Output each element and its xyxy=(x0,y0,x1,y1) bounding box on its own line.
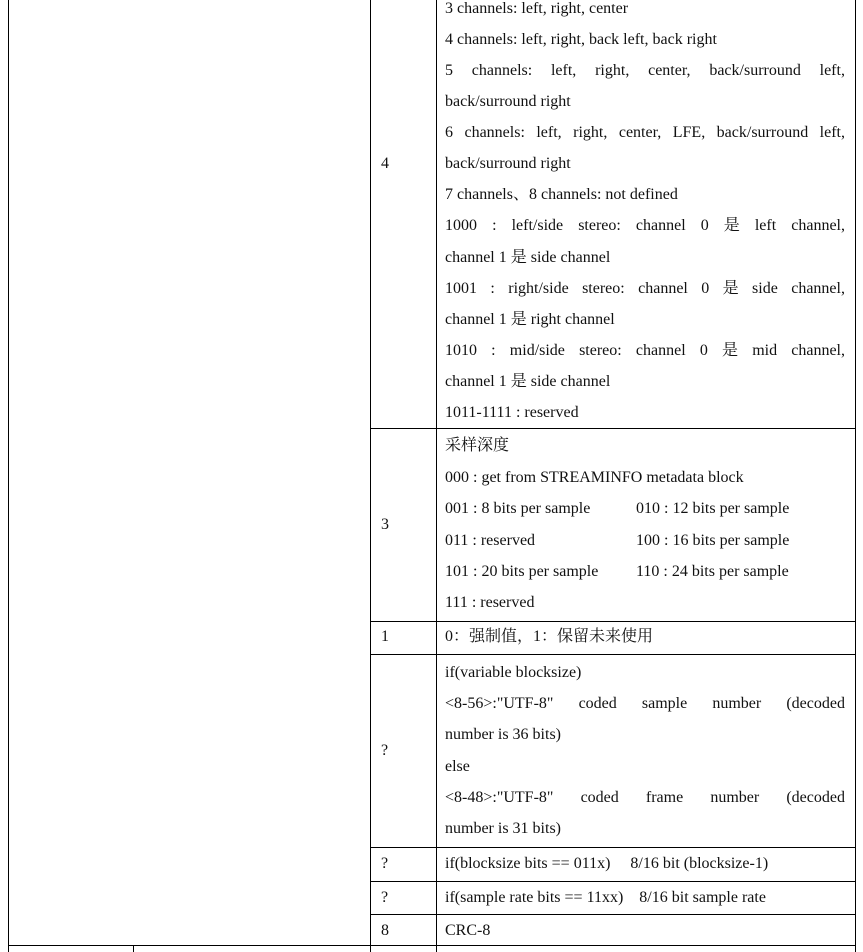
table-text-word: mid xyxy=(752,342,778,359)
table-text-word: 0 xyxy=(701,280,710,297)
table-text-word: 是 xyxy=(722,342,739,359)
table-text-word: : xyxy=(490,280,495,297)
table-border-desc-left xyxy=(436,0,437,952)
row-divider xyxy=(370,914,856,915)
table-text-line: 001 : 8 bits per sample xyxy=(445,500,591,517)
table-text-line: 101 : 20 bits per sample xyxy=(445,563,599,580)
table-text-word: mid/side xyxy=(509,342,565,359)
table-text-line: 111 : reserved xyxy=(445,594,535,611)
table-text-word: back/surround xyxy=(716,124,809,141)
table-text-word: 是 xyxy=(722,280,739,297)
table-text-word: <8-56>:"UTF-8" xyxy=(445,695,554,712)
table-text-line: 采样深度 xyxy=(445,437,510,454)
table-text-word: : xyxy=(491,342,496,359)
table-text-word: stereo: xyxy=(582,280,625,297)
table-text-line: 1011-1111 : reserved xyxy=(445,404,579,421)
row-divider xyxy=(370,654,856,655)
table-text-word: coded xyxy=(580,789,619,806)
table-text-line xyxy=(445,342,845,360)
table-text-line: 3 channels: left, right, center xyxy=(445,0,629,17)
table-text-word: 6 xyxy=(445,124,453,141)
row-divider xyxy=(370,881,856,882)
table-text-line: number is 36 bits) xyxy=(445,726,561,743)
table-text-word: : xyxy=(492,217,497,234)
table-text-word: center, xyxy=(648,62,691,79)
table-text-word: left/side xyxy=(511,217,564,234)
table-text-word: number xyxy=(710,789,760,806)
table-text-line: back/surround right xyxy=(445,155,571,172)
row-divider xyxy=(370,847,856,848)
table-text-word: right, xyxy=(595,62,630,79)
table-text-line: 011 : reserved xyxy=(445,532,536,549)
table-border-right xyxy=(855,0,856,952)
table-text-line xyxy=(445,62,845,80)
table-text-word: 是 xyxy=(723,217,740,234)
table-text-line xyxy=(445,789,845,807)
table-border-inner-bottom xyxy=(133,945,134,952)
table-text-line: 7 channels、8 channels: not defined xyxy=(445,186,678,203)
table-text-word: left, xyxy=(819,62,845,79)
table-text-word: (decoded xyxy=(786,789,845,806)
row-divider xyxy=(370,621,856,622)
table-text-word: channels: xyxy=(464,124,525,141)
table-border-bits-left xyxy=(370,0,371,952)
table-text-word: sample xyxy=(641,695,688,712)
table-text-word: back/surround xyxy=(709,62,801,79)
table-text-line: 000 : get from STREAMINFO metadata block xyxy=(445,469,744,486)
table-text-line: if(blocksize bits == 011x) 8/16 bit (blocksize-1) xyxy=(445,855,769,872)
table-text-word: frame xyxy=(645,789,684,806)
bits-cell: 4 xyxy=(381,155,389,172)
table-text-line xyxy=(445,695,845,713)
row-divider xyxy=(370,428,856,429)
table-text-word: left, xyxy=(819,124,845,141)
table-text-line: 100 : 16 bits per sample xyxy=(636,532,790,549)
table-text-word: 1000 xyxy=(445,217,477,234)
bits-cell: ? xyxy=(381,889,389,906)
table-text-word: channel, xyxy=(791,342,845,359)
table-text-line: 0：强制值，1：保留未来使用 xyxy=(445,628,654,645)
table-text-word: channel xyxy=(635,217,686,234)
table-text-word: channel xyxy=(638,280,688,297)
bits-cell: ? xyxy=(381,855,389,872)
table-text-word: channel, xyxy=(791,280,845,297)
bits-cell: 1 xyxy=(381,628,389,645)
table-text-line: else xyxy=(445,758,470,775)
table-text-word: right/side xyxy=(508,280,569,297)
table-text-word: <8-48>:"UTF-8" xyxy=(445,789,554,806)
table-text-line: 4 channels: left, right, back left, back right xyxy=(445,31,717,48)
table-text-word: channels: xyxy=(471,62,533,79)
table-text-word: stereo: xyxy=(579,342,622,359)
table-text-word: center, xyxy=(618,124,662,141)
row-divider xyxy=(8,945,856,946)
table-text-word: 0 xyxy=(700,217,709,234)
table-text-line: channel 1 是 side channel xyxy=(445,249,611,266)
table-text-word: 5 xyxy=(445,62,453,79)
table-text-word: (decoded xyxy=(786,695,845,712)
bits-cell: 3 xyxy=(381,516,389,533)
bits-cell: ? xyxy=(381,742,389,759)
table-text-line: channel 1 是 side channel xyxy=(445,373,611,390)
table-text-word: right, xyxy=(573,124,608,141)
table-text-line: number is 31 bits) xyxy=(445,820,561,837)
table-text-line: 110 : 24 bits per sample xyxy=(636,563,789,580)
table-text-line xyxy=(445,280,845,298)
table-text-word: 1001 xyxy=(445,280,477,297)
table-text-word: left, xyxy=(536,124,562,141)
table-text-word: left xyxy=(754,217,777,234)
table-text-line: 010 : 12 bits per sample xyxy=(636,500,790,517)
table-text-word: channel, xyxy=(791,217,845,234)
table-text-line: back/surround right xyxy=(445,93,571,110)
table-text-word: number xyxy=(712,695,762,712)
table-text-word: coded xyxy=(578,695,617,712)
table-text-word: 0 xyxy=(699,342,708,359)
table-text-line xyxy=(445,217,845,235)
table-text-line: channel 1 是 right channel xyxy=(445,311,615,328)
table-text-line: if(sample rate bits == 11xx) 8/16 bit sample rate xyxy=(445,889,766,906)
table-text-line: CRC-8 xyxy=(445,922,491,939)
table-border-left xyxy=(8,0,9,952)
table-text-word: side xyxy=(752,280,778,297)
table-text-word: 1010 xyxy=(445,342,477,359)
table-text-line: if(variable blocksize) xyxy=(445,664,582,681)
bits-cell: 8 xyxy=(381,922,389,939)
table-text-word: left, xyxy=(550,62,577,79)
table-text-line xyxy=(445,124,845,142)
table-text-word: channel xyxy=(635,342,686,359)
table-text-word: stereo: xyxy=(578,217,621,234)
table-text-word: LFE, xyxy=(672,124,706,141)
